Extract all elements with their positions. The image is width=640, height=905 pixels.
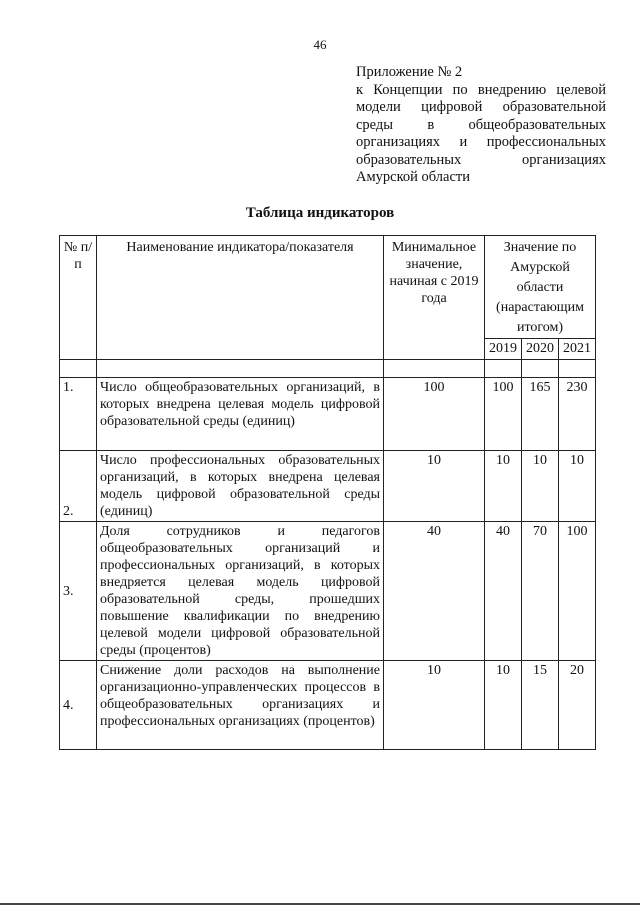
row-value-2019: 100 <box>485 378 522 451</box>
row-value-2019: 10 <box>485 661 522 750</box>
row-value-2020: 70 <box>522 522 559 661</box>
appendix-line: модели цифровой образовательной <box>356 99 606 115</box>
table-row <box>60 522 596 661</box>
indicators-table <box>59 235 596 750</box>
appendix-note <box>356 64 606 187</box>
row-indicator-name: Число общеобразовательных организаций, в которых внедрена целевая модель цифровой образовательной среды (единиц) <box>97 378 384 451</box>
table-row <box>60 451 596 522</box>
appendix-line: Приложение № 2 <box>356 64 463 80</box>
table-row <box>60 661 596 750</box>
row-value-2021: 20 <box>559 661 596 750</box>
table-row <box>60 378 596 451</box>
row-value-2020: 15 <box>522 661 559 750</box>
header-year: 2020 <box>522 339 559 360</box>
row-value-2020: 10 <box>522 451 559 522</box>
row-value-2021: 100 <box>559 522 596 661</box>
appendix-line: образовательных организациях <box>356 151 606 168</box>
row-min-value: 100 <box>384 378 485 451</box>
row-indicator-name: Доля сотрудников и педагогов общеобразовательных организаций и профессиональных организаций, в которых внедряется целевая модель цифровой образовательной среды, прошедших повышение квалификации по внедрению целевой модели цифровой образовательной среды (процентов) <box>97 522 384 661</box>
row-num: 2. <box>60 451 97 522</box>
row-num: 4. <box>60 661 97 750</box>
row-min-value: 10 <box>384 451 485 522</box>
row-value-2021: 10 <box>559 451 596 522</box>
row-min-value: 40 <box>384 522 485 661</box>
header-value-group: Значение по Амурской области (нарастающим итогом) <box>485 236 596 339</box>
header-num: № п/п <box>60 236 97 360</box>
appendix-line: организациях и профессиональных <box>356 134 606 150</box>
row-num: 1. <box>60 378 97 451</box>
row-value-2020: 165 <box>522 378 559 451</box>
header-min-value: Минимальное значение, начиная с 2019 года <box>384 236 485 360</box>
header-year: 2019 <box>485 339 522 360</box>
row-indicator-name: Снижение доли расходов на выполнение организационно-управленческих процессов в общеобразовательных организациях и профессиональных организациях (процентов) <box>97 661 384 750</box>
appendix-line: среды в общеобразовательных <box>356 116 606 133</box>
row-value-2019: 10 <box>485 451 522 522</box>
table-title: Таблица индикаторов <box>245 205 395 221</box>
appendix-line: к Концепции по внедрению целевой <box>356 81 606 98</box>
table-spacer-row <box>60 360 596 378</box>
row-value-2021: 230 <box>559 378 596 451</box>
row-num: 3. <box>60 522 97 661</box>
row-min-value: 10 <box>384 661 485 750</box>
header-indicator-name: Наименование индикатора/показателя <box>97 236 384 360</box>
row-value-2019: 40 <box>485 522 522 661</box>
row-indicator-name: Число профессиональных образовательных организаций, в которых внедрена целевая модель цифровой образовательной среды (единиц) <box>97 451 384 522</box>
appendix-line: Амурской области <box>356 169 470 185</box>
page-number: 46 <box>313 37 327 52</box>
table-header-row <box>60 236 596 339</box>
header-year: 2021 <box>559 339 596 360</box>
